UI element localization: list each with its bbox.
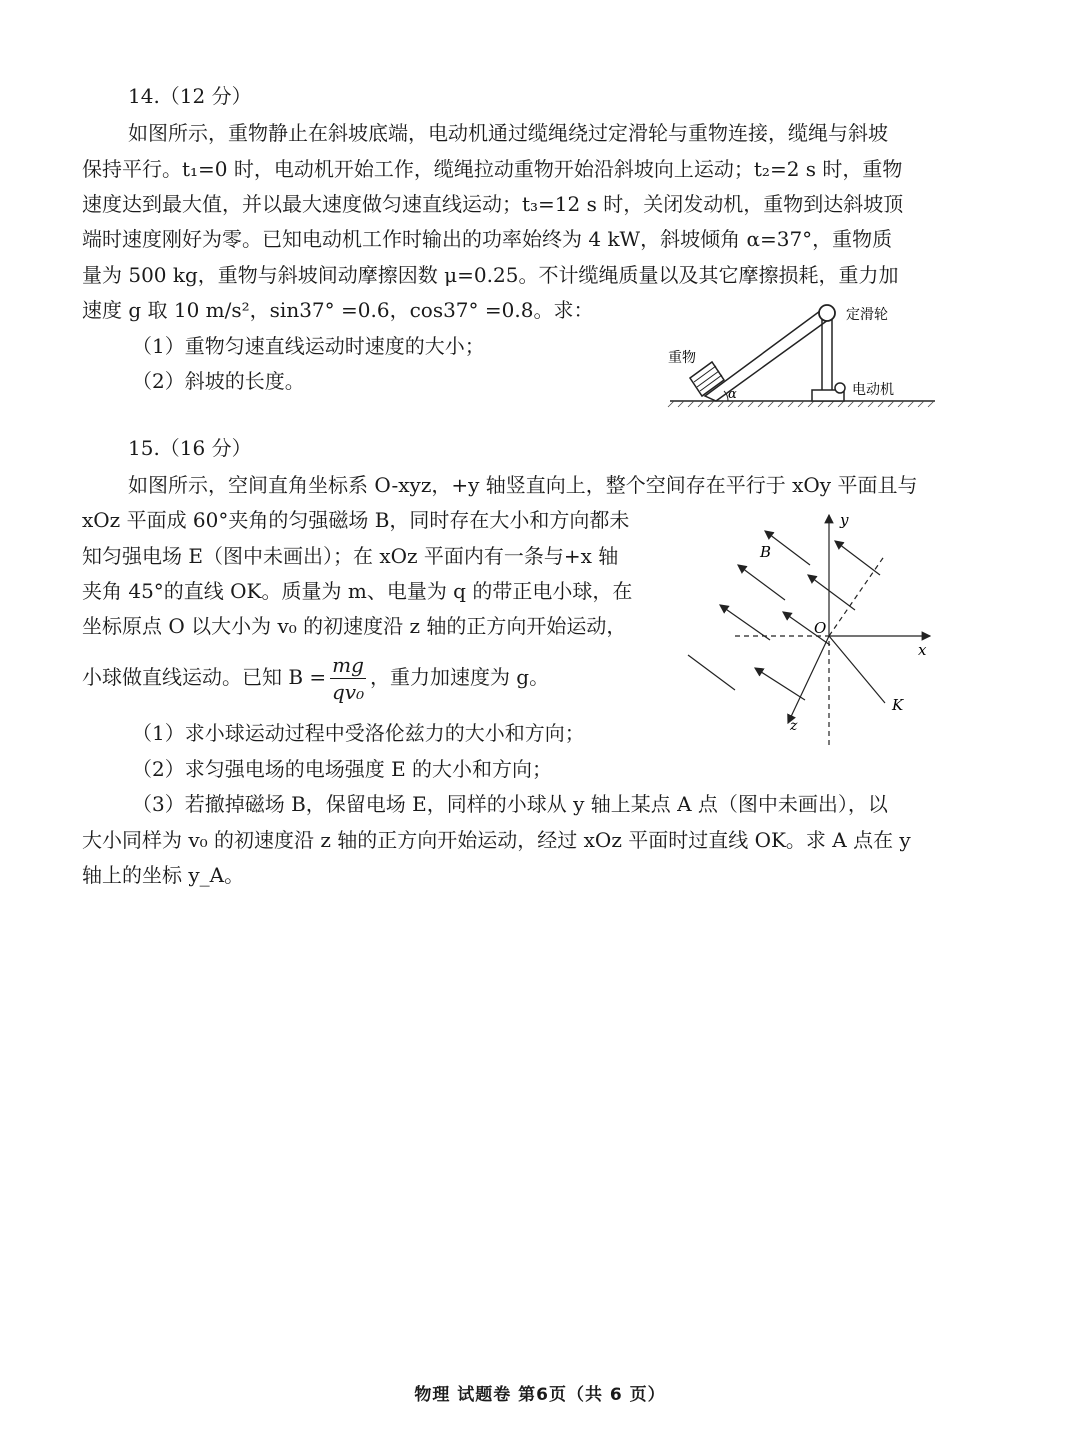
b-formula-denominator: qv₀ xyxy=(332,680,365,704)
z-axis-label: z xyxy=(790,718,798,734)
b-field-line xyxy=(808,575,855,610)
q15-line-1: 如图所示，空间直角坐标系 O-xyz，+y 轴竖直向上，整个空间存在平行于 xOy 平面且与 xyxy=(128,473,918,497)
x-axis-label: x xyxy=(918,641,927,659)
b-label: B xyxy=(760,543,772,561)
slope xyxy=(705,311,828,401)
q15-line-4: 夹角 45°的直线 OK。质量为 m、电量为 q 的带正电小球，在 xyxy=(82,579,633,603)
b-field-line xyxy=(835,541,880,575)
q15-tail-1: 大小同样为 v₀ 的初速度沿 z 轴的正方向开始运动，经过 xOz 平面时过直线 OK。求 A 点在 y xyxy=(82,828,911,852)
q15-line-6-post: ，重力加速度为 g。 xyxy=(369,665,550,689)
q14-number: 14.（12 分） xyxy=(128,84,252,108)
weight-label: 重物 xyxy=(668,350,696,366)
q15-sub-2: （2）求匀强电场的电场强度 E 的大小和方向； xyxy=(132,757,553,781)
q15-tail-2: 轴上的坐标 y_A。 xyxy=(82,863,245,887)
q15-line-5: 坐标原点 O 以大小为 v₀ 的初速度沿 z 轴的正方向开始运动， xyxy=(82,614,627,638)
ground-hatch xyxy=(668,401,934,407)
pulley-label: 定滑轮 xyxy=(846,307,888,323)
q15-line-6-pre: 小球做直线运动。已知 B = xyxy=(82,665,327,689)
z-axis xyxy=(788,636,829,723)
z-axis-negative xyxy=(829,555,885,636)
q15-line-6 xyxy=(82,652,549,705)
line-ok xyxy=(829,636,885,703)
b-field-line xyxy=(688,655,735,690)
q14-line-2: 保持平行。t₁=0 时，电动机开始工作，缆绳拉动重物开始沿斜坡向上运动；t₂=2 s 时，重物 xyxy=(82,157,903,181)
b-field-line xyxy=(765,531,810,565)
angle-label: α xyxy=(728,387,737,402)
b-field-lines xyxy=(688,531,880,700)
b-formula xyxy=(330,652,366,705)
y-axis-label: y xyxy=(840,511,849,529)
b-field-line xyxy=(738,565,785,600)
q14-line-3: 速度达到最大值，并以最大速度做匀速直线运动；t₃=12 s 时，关闭发动机，重物到达斜坡顶 xyxy=(82,192,904,216)
motor-label: 电动机 xyxy=(852,382,894,398)
b-field-line xyxy=(755,668,805,700)
q15-line-2: xOz 平面成 60°夹角的匀强磁场 B，同时存在大小和方向都未 xyxy=(82,508,630,532)
q15-figure xyxy=(680,505,940,755)
q15-sub-3: （3）若撤掉磁场 B，保留电场 E，同样的小球从 y 轴上某点 A 点（图中未画出），以 xyxy=(132,792,888,816)
q14-line-4: 端时速度刚好为零。已知电动机工作时输出的功率始终为 4 kW，斜坡倾角 α=37°，重物质 xyxy=(82,227,893,251)
q14-sub-2: （2）斜坡的长度。 xyxy=(132,369,305,393)
q15-line-3: 知匀强电场 E（图中未画出）；在 xOz 平面内有一条与+x 轴 xyxy=(82,544,619,568)
pulley-wheel xyxy=(819,305,835,321)
q14-figure xyxy=(660,296,950,416)
q14-line-1: 如图所示，重物静止在斜坡底端，电动机通过缆绳绕过定滑轮与重物连接，缆绳与斜坡 xyxy=(128,121,888,145)
q15-number: 15.（16 分） xyxy=(128,436,252,460)
motor xyxy=(835,383,845,393)
q14-sub-1: （1）重物匀速直线运动时速度的大小； xyxy=(132,334,485,358)
q14-line-5: 量为 500 kg，重物与斜坡间动摩擦因数 μ=0.25。不计缆绳质量以及其它摩擦损耗，重力加 xyxy=(82,263,899,287)
k-label: K xyxy=(892,696,904,714)
page-footer: 物理 试题卷 第6页（共 6 页） xyxy=(414,1385,666,1405)
q14-line-6: 速度 g 取 10 m/s²，sin37° =0.6，cos37° =0.8。求： xyxy=(82,298,594,322)
q15-sub-1: （1）求小球运动过程中受洛伦兹力的大小和方向； xyxy=(132,721,585,745)
origin-label: O xyxy=(814,619,827,637)
b-formula-numerator: mg xyxy=(332,653,364,677)
b-field-line xyxy=(720,605,770,640)
